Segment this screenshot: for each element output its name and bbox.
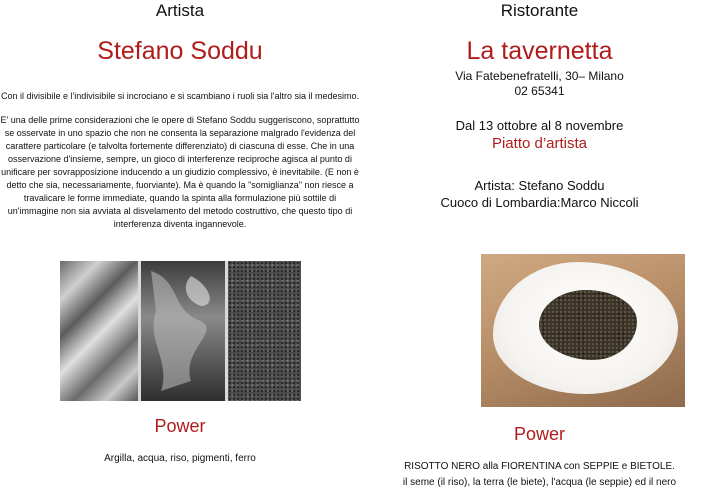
restaurant-heading: Ristorante: [500, 1, 579, 20]
dish-description-line-2: il seme (il riso), la terra (le biete), l'acqua (le seppie) ed il nero: [402, 477, 677, 488]
event-title: Piatto d’artista: [491, 135, 588, 152]
artwork-water-shapes: [141, 261, 225, 401]
artist-description: [0, 114, 360, 231]
description-line: se osservate in uno spazio che non ne consenta la separazione malgrado l'evidenza del: [4, 128, 356, 138]
artwork-water-tray: [138, 261, 228, 401]
artwork-rice-panel: [228, 261, 301, 401]
description-line: carattere particolare (e talvolta fortemente differenziato) di ciascuna di esse. Che in una: [5, 141, 355, 151]
event-chef: Cuoco di Lombardia:Marco Niccoli: [440, 195, 639, 210]
description-line: unificare per sovrapposizione inducendo a un giudizio complessivo, è inevitabile. (E non è: [1, 167, 359, 177]
restaurant-name: La tavernetta: [466, 37, 613, 65]
restaurant-column: [360, 0, 719, 500]
artwork-photo: [60, 261, 301, 401]
description-line: travalicare le forme immediate, quando la spinta alla formulazione più sottile di: [23, 193, 337, 203]
artwork-metal-panel: [60, 261, 138, 401]
restaurant-address: Via Fatebenefratelli, 30– Milano: [455, 69, 624, 83]
description-line: interferenza diventa ingannevole.: [113, 219, 247, 229]
restaurant-phone: 02 65341: [514, 84, 565, 98]
dish-risotto: [539, 290, 637, 360]
description-line: un'immagine non sia avviata al disvelamento del metodo costruttivo, che questo tipo di: [7, 206, 353, 216]
event-dates: Dal 13 ottobre al 8 novembre: [455, 118, 624, 133]
description-line: osservazione d'insieme, sempre, un gioco di interferenze reciproche agisca al punto di: [8, 154, 352, 164]
dish-photo: [481, 254, 685, 407]
artist-name: Stefano Soddu: [97, 37, 263, 65]
dish-title: Power: [513, 424, 566, 444]
dish-description-line-1: RISOTTO NERO alla FIORENTINA con SEPPIE e BIETOLE.: [404, 461, 675, 472]
event-artist: Artista: Stefano Soddu: [474, 178, 605, 193]
artwork-title: Power: [154, 416, 206, 436]
description-line: detto che sia, necessariamente, fuorviante). Ma è quando la "somiglianza" non riesce a: [6, 180, 354, 190]
description-line: E' una delle prime considerazioni che le opere di Stefano Soddu suggeriscono, soprattutto: [0, 115, 360, 125]
artist-quote: Con il divisibile e l'indivisibile si incrociano e si scambiano i ruoli sia l'altro sia il medesimo.: [0, 91, 360, 101]
artist-heading: Artista: [155, 1, 205, 20]
artwork-materials: Argilla, acqua, riso, pigmenti, ferro: [104, 453, 256, 464]
